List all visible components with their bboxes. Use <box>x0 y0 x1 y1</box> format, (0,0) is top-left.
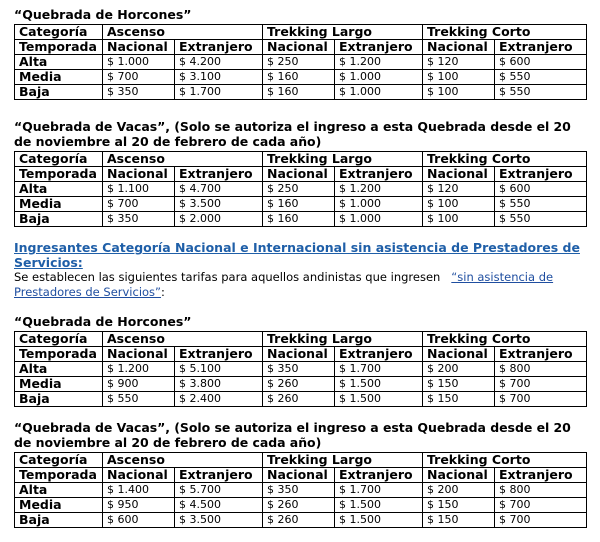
price-cell: $ 800 <box>495 362 587 377</box>
sub-header: Extranjero <box>175 40 263 55</box>
group-header: Trekking Corto <box>423 152 587 167</box>
table-row <box>15 362 587 377</box>
group-header: Trekking Largo <box>263 332 423 347</box>
group-header: Ascenso <box>103 25 263 40</box>
category-header: Categoría <box>15 332 103 347</box>
fee-table <box>14 151 587 227</box>
price-cell: $ 550 <box>495 70 587 85</box>
price-cell: $ 5.700 <box>175 483 263 498</box>
sub-header: Extranjero <box>495 167 587 182</box>
price-cell: $ 3.100 <box>175 70 263 85</box>
price-cell: $ 150 <box>423 498 495 513</box>
price-cell: $ 1.000 <box>335 197 423 212</box>
season-label: Alta <box>15 483 103 498</box>
price-cell: $ 100 <box>423 212 495 227</box>
price-cell: $ 700 <box>495 377 587 392</box>
price-cell: $ 1.500 <box>335 498 423 513</box>
sub-header: Nacional <box>103 167 175 182</box>
table-row <box>15 513 587 528</box>
price-cell: $ 160 <box>263 70 335 85</box>
season-label: Baja <box>15 513 103 528</box>
sub-header: Extranjero <box>335 468 423 483</box>
table-subheader-row <box>15 347 587 362</box>
price-cell: $ 900 <box>103 377 175 392</box>
price-cell: $ 150 <box>423 392 495 407</box>
price-cell: $ 4.200 <box>175 55 263 70</box>
table-subheader-row <box>15 167 587 182</box>
price-cell: $ 150 <box>423 377 495 392</box>
table-subheader-row <box>15 40 587 55</box>
price-cell: $ 550 <box>495 85 587 100</box>
season-header: Temporada <box>15 347 103 362</box>
price-cell: $ 100 <box>423 70 495 85</box>
price-cell: $ 350 <box>103 212 175 227</box>
table-row <box>15 197 587 212</box>
price-cell: $ 260 <box>263 392 335 407</box>
price-cell: $ 1.700 <box>335 362 423 377</box>
price-cell: $ 700 <box>495 513 587 528</box>
price-cell: $ 120 <box>423 182 495 197</box>
intro-text: Se establecen las siguientes tarifas para aquellos andinistas que ingresen <box>14 270 441 284</box>
price-cell: $ 5.100 <box>175 362 263 377</box>
table-row <box>15 483 587 498</box>
sub-header: Nacional <box>263 40 335 55</box>
table-section-horcones-1 <box>14 7 586 100</box>
group-header: Trekking Largo <box>263 25 423 40</box>
price-cell: $ 200 <box>423 362 495 377</box>
table-header-row <box>15 152 587 167</box>
price-cell: $ 160 <box>263 197 335 212</box>
table-row <box>15 392 587 407</box>
table-section-vacas-2 <box>14 420 586 528</box>
price-cell: $ 700 <box>495 498 587 513</box>
season-label: Media <box>15 197 103 212</box>
table-title: “Quebrada de Vacas”, (Solo se autoriza el ingreso a esta Quebrada desde el 20 de noviembre al 20 de febrero de cada año) <box>14 420 571 450</box>
group-header: Trekking Largo <box>263 152 423 167</box>
price-cell: $ 1.700 <box>175 85 263 100</box>
group-header: Ascenso <box>103 152 263 167</box>
price-cell: $ 1.700 <box>335 483 423 498</box>
price-cell: $ 350 <box>103 85 175 100</box>
price-cell: $ 3.500 <box>175 513 263 528</box>
table-header-row <box>15 25 587 40</box>
price-cell: $ 350 <box>263 483 335 498</box>
table-row <box>15 377 587 392</box>
category-header: Categoría <box>15 453 103 468</box>
sub-header: Nacional <box>103 468 175 483</box>
sub-header: Extranjero <box>335 347 423 362</box>
group-header: Trekking Largo <box>263 453 423 468</box>
table-header-row <box>15 453 587 468</box>
sub-header: Nacional <box>263 347 335 362</box>
price-cell: $ 260 <box>263 513 335 528</box>
table-row <box>15 182 587 197</box>
price-cell: $ 1.000 <box>335 70 423 85</box>
sub-header: Nacional <box>423 468 495 483</box>
price-cell: $ 100 <box>423 197 495 212</box>
sub-header: Nacional <box>263 167 335 182</box>
price-cell: $ 2.400 <box>175 392 263 407</box>
price-cell: $ 600 <box>495 55 587 70</box>
intro-suffix: : <box>161 285 165 299</box>
price-cell: $ 3.500 <box>175 197 263 212</box>
section-heading[interactable]: Ingresantes Categoría Nacional e Internacional sin asistencia de Prestadores de Servicios: <box>14 240 580 270</box>
table-subheader-row <box>15 468 587 483</box>
sub-header: Extranjero <box>495 468 587 483</box>
table-title: “Quebrada de Horcones” <box>14 7 192 22</box>
group-header: Trekking Corto <box>423 332 587 347</box>
price-cell: $ 4.700 <box>175 182 263 197</box>
section-intro <box>14 270 586 300</box>
price-cell: $ 700 <box>495 392 587 407</box>
table-row <box>15 498 587 513</box>
price-cell: $ 700 <box>103 197 175 212</box>
no-assistance-section <box>14 240 586 300</box>
sub-header: Extranjero <box>335 167 423 182</box>
category-header: Categoría <box>15 152 103 167</box>
price-cell: $ 1.500 <box>335 392 423 407</box>
sub-header: Extranjero <box>175 347 263 362</box>
price-cell: $ 800 <box>495 483 587 498</box>
table-header-row <box>15 332 587 347</box>
price-cell: $ 250 <box>263 55 335 70</box>
table-section-vacas-1 <box>14 119 586 227</box>
price-cell: $ 700 <box>103 70 175 85</box>
season-label: Alta <box>15 182 103 197</box>
sub-header: Extranjero <box>495 40 587 55</box>
season-label: Baja <box>15 392 103 407</box>
price-cell: $ 1.400 <box>103 483 175 498</box>
sub-header: Nacional <box>103 347 175 362</box>
price-cell: $ 200 <box>423 483 495 498</box>
group-header: Ascenso <box>103 453 263 468</box>
price-cell: $ 160 <box>263 212 335 227</box>
season-header: Temporada <box>15 468 103 483</box>
table-row <box>15 70 587 85</box>
price-cell: $ 1.000 <box>335 85 423 100</box>
season-header: Temporada <box>15 167 103 182</box>
price-cell: $ 260 <box>263 377 335 392</box>
table-row <box>15 85 587 100</box>
price-cell: $ 1.200 <box>335 55 423 70</box>
sub-header: Nacional <box>423 40 495 55</box>
price-cell: $ 350 <box>263 362 335 377</box>
season-label: Media <box>15 377 103 392</box>
price-cell: $ 150 <box>423 513 495 528</box>
price-cell: $ 600 <box>103 513 175 528</box>
price-cell: $ 1.500 <box>335 513 423 528</box>
price-cell: $ 550 <box>495 212 587 227</box>
sub-header: Nacional <box>103 40 175 55</box>
sub-header: Extranjero <box>335 40 423 55</box>
season-label: Media <box>15 498 103 513</box>
price-cell: $ 250 <box>263 182 335 197</box>
table-title: “Quebrada de Vacas”, (Solo se autoriza el ingreso a esta Quebrada desde el 20 de noviembre al 20 de febrero de cada año) <box>14 119 571 149</box>
season-label: Alta <box>15 55 103 70</box>
price-cell: $ 1.200 <box>103 362 175 377</box>
group-header: Trekking Corto <box>423 453 587 468</box>
price-cell: $ 4.500 <box>175 498 263 513</box>
price-cell: $ 550 <box>495 197 587 212</box>
sub-header: Nacional <box>423 347 495 362</box>
fee-table <box>14 24 587 100</box>
season-label: Baja <box>15 85 103 100</box>
group-header: Ascenso <box>103 332 263 347</box>
sub-header: Extranjero <box>175 167 263 182</box>
table-row <box>15 212 587 227</box>
sub-header: Nacional <box>263 468 335 483</box>
table-section-horcones-2 <box>14 314 586 407</box>
season-label: Media <box>15 70 103 85</box>
sub-header: Extranjero <box>175 468 263 483</box>
price-cell: $ 1.000 <box>103 55 175 70</box>
no-assistance-link[interactable]: “sin asistencia de Prestadores de Servicios” <box>14 270 554 299</box>
sub-header: Extranjero <box>495 347 587 362</box>
price-cell: $ 1.000 <box>335 212 423 227</box>
season-label: Alta <box>15 362 103 377</box>
sub-header: Nacional <box>423 167 495 182</box>
season-label: Baja <box>15 212 103 227</box>
category-header: Categoría <box>15 25 103 40</box>
price-cell: $ 100 <box>423 85 495 100</box>
price-cell: $ 600 <box>495 182 587 197</box>
price-cell: $ 3.800 <box>175 377 263 392</box>
price-cell: $ 260 <box>263 498 335 513</box>
price-cell: $ 550 <box>103 392 175 407</box>
season-header: Temporada <box>15 40 103 55</box>
group-header: Trekking Corto <box>423 25 587 40</box>
price-cell: $ 950 <box>103 498 175 513</box>
price-cell: $ 1.100 <box>103 182 175 197</box>
price-cell: $ 1.500 <box>335 377 423 392</box>
price-cell: $ 120 <box>423 55 495 70</box>
table-row <box>15 55 587 70</box>
price-cell: $ 160 <box>263 85 335 100</box>
table-title: “Quebrada de Horcones” <box>14 314 192 329</box>
fee-table <box>14 452 587 528</box>
fee-table <box>14 331 587 407</box>
price-cell: $ 2.000 <box>175 212 263 227</box>
price-cell: $ 1.200 <box>335 182 423 197</box>
